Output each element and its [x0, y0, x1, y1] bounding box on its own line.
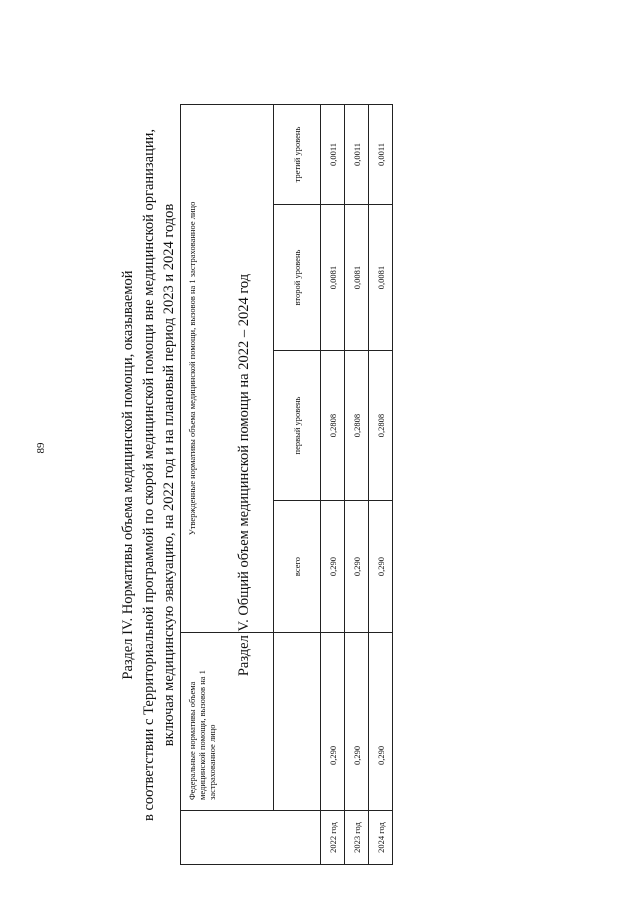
- section-4-title: [118, 45, 180, 905]
- row-level-3: 0,0011: [345, 104, 369, 204]
- row-level-1: 0,2808: [321, 351, 345, 501]
- row-level-3: 0,0011: [321, 104, 345, 204]
- row-year: 2024 год: [369, 811, 393, 865]
- row-level-2: 0,0081: [321, 205, 345, 351]
- section-4-title-line-3: включая медицинскую эвакуацию, на 2022 год и на плановый период 2023 и 2024 годов: [161, 203, 177, 747]
- row-level-1: 0,2808: [369, 351, 393, 501]
- norms-table: [180, 104, 393, 865]
- page-number: 89: [35, 442, 47, 454]
- section-4-title-line-1: Раздел IV. Нормативы объема медицинской помощи, оказываемой: [120, 270, 136, 680]
- row-level-2: 0,0081: [369, 205, 393, 351]
- row-total: 0,290: [321, 501, 345, 633]
- row-total: 0,290: [345, 501, 369, 633]
- table-row: [321, 104, 345, 864]
- table-row: [369, 104, 393, 864]
- row-year: 2022 год: [321, 811, 345, 865]
- approved-norms-header: Утвержденные нормативы объема медицинской помощи, вызовов на 1 застрахованное лицо: [181, 104, 274, 632]
- federal-subheader-cell: [274, 633, 321, 811]
- row-year: 2023 год: [345, 811, 369, 865]
- row-level-3: 0,0011: [369, 104, 393, 204]
- row-federal: 0,290: [345, 633, 369, 811]
- table-row: [345, 104, 369, 864]
- section-4-title-line-2: в соответствии с Территориальной программой по скорой медицинской помощи вне медицинской организации,: [140, 129, 157, 821]
- row-total: 0,290: [369, 501, 393, 633]
- subheader-level-3: третий уровень: [274, 104, 321, 204]
- rotated-page-content: [0, 45, 400, 905]
- federal-norms-header: Федеральные нормативы объема медицинской помощи, вызовов на 1 застрахованное лицо: [181, 633, 274, 811]
- row-federal: 0,290: [321, 633, 345, 811]
- row-level-2: 0,0081: [345, 205, 369, 351]
- subheader-level-1: первый уровень: [274, 351, 321, 501]
- row-level-1: 0,2808: [345, 351, 369, 501]
- subheader-level-2: второй уровень: [274, 205, 321, 351]
- row-federal: 0,290: [369, 633, 393, 811]
- subheader-total: всего: [274, 501, 321, 633]
- section-5-title: Раздел V. Общий объем медицинской помощи на 2022 – 2024 год: [236, 273, 252, 677]
